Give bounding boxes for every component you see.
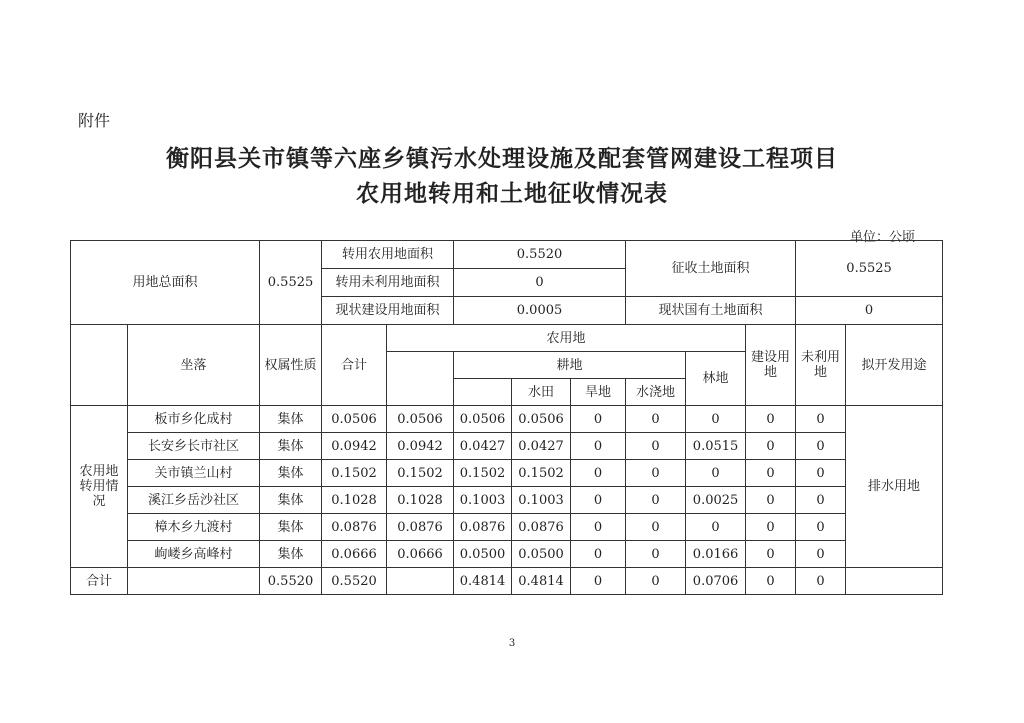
construction-cell: 0 xyxy=(746,433,796,460)
document-title-line1: 衡阳县关市镇等六座乡镇污水处理设施及配套管网建设工程项目 xyxy=(166,146,838,172)
forest-cell: 0.0515 xyxy=(686,433,746,460)
header-farmland: 农用地 xyxy=(387,325,746,352)
location-cell: 樟木乡九渡村 xyxy=(128,514,260,541)
unused-cell: 0 xyxy=(796,514,846,541)
irrigated-cell: 0 xyxy=(626,541,686,568)
ownership-cell: 集体 xyxy=(260,514,322,541)
table-row xyxy=(71,487,943,514)
location-cell: 溪江乡岳沙社区 xyxy=(128,487,260,514)
construction-cell: 0 xyxy=(746,406,796,433)
cultivated-cell: 0.0500 xyxy=(454,541,512,568)
expropriation-label: 征收土地面积 xyxy=(626,241,796,297)
farmland-conversion-value: 0.5520 xyxy=(454,241,626,269)
totals-irrigated: 0 xyxy=(626,568,686,595)
farmland-cell: 0.1502 xyxy=(387,460,454,487)
farmland-cell: 0.1028 xyxy=(387,487,454,514)
header-location: 坐落 xyxy=(128,325,260,406)
header-cultivated: 耕地 xyxy=(454,352,686,379)
totals-paddy: 0.4814 xyxy=(512,568,571,595)
totals-forest: 0.0706 xyxy=(686,568,746,595)
paddy-cell: 0.0506 xyxy=(512,406,571,433)
header-dry: 旱地 xyxy=(571,379,626,406)
land-use-table xyxy=(70,240,943,595)
header-paddy: 水田 xyxy=(512,379,571,406)
table-row xyxy=(71,514,943,541)
table-row xyxy=(71,433,943,460)
header-ownership: 权属性质 xyxy=(260,325,322,406)
totals-total: 0.5520 xyxy=(260,568,322,595)
table-row xyxy=(71,460,943,487)
location-cell: 长安乡长市社区 xyxy=(128,433,260,460)
section-label: 农用地转用情况 xyxy=(71,406,128,568)
total-cell: 0.0876 xyxy=(322,514,387,541)
totals-cultivated: 0.4814 xyxy=(454,568,512,595)
unused-conversion-value: 0 xyxy=(454,269,626,297)
cultivated-cell: 0.1502 xyxy=(454,460,512,487)
unit-label: 单位：公顷 xyxy=(850,230,916,245)
forest-cell: 0.0166 xyxy=(686,541,746,568)
unused-cell: 0 xyxy=(796,487,846,514)
farmland-conversion-label: 转用农用地面积 xyxy=(322,241,454,269)
farmland-cell: 0.0942 xyxy=(387,433,454,460)
farmland-cell: 0.0506 xyxy=(387,406,454,433)
farmland-cell: 0.0666 xyxy=(387,541,454,568)
header-irrigated: 水浇地 xyxy=(626,379,686,406)
header-planned-use: 拟开发用途 xyxy=(846,325,943,406)
cultivated-cell: 0.1003 xyxy=(454,487,512,514)
ownership-cell: 集体 xyxy=(260,487,322,514)
location-cell: 岣嵝乡高峰村 xyxy=(128,541,260,568)
totals-farmland: 0.5520 xyxy=(322,568,387,595)
total-area-label: 用地总面积 xyxy=(71,241,260,325)
total-cell: 0.0666 xyxy=(322,541,387,568)
page-number: 3 xyxy=(508,638,516,649)
totals-unused: 0 xyxy=(796,568,846,595)
dry-cell: 0 xyxy=(571,487,626,514)
construction-cell: 0 xyxy=(746,460,796,487)
irrigated-cell: 0 xyxy=(626,487,686,514)
paddy-cell: 0.0427 xyxy=(512,433,571,460)
unused-conversion-label: 转用未利用地面积 xyxy=(322,269,454,297)
cultivated-cell: 0.0876 xyxy=(454,514,512,541)
forest-cell: 0 xyxy=(686,460,746,487)
table-row xyxy=(71,541,943,568)
construction-area-label: 现状建设用地面积 xyxy=(322,297,454,325)
construction-area-value: 0.0005 xyxy=(454,297,626,325)
total-cell: 0.1028 xyxy=(322,487,387,514)
expropriation-value: 0.5525 xyxy=(796,241,943,297)
unused-cell: 0 xyxy=(796,460,846,487)
totals-row xyxy=(71,568,943,595)
total-cell: 0.0506 xyxy=(322,406,387,433)
dry-cell: 0 xyxy=(571,406,626,433)
totals-construction: 0 xyxy=(746,568,796,595)
paddy-cell: 0.0500 xyxy=(512,541,571,568)
attachment-label: 附件 xyxy=(78,111,111,130)
location-cell: 关市镇兰山村 xyxy=(128,460,260,487)
irrigated-cell: 0 xyxy=(626,433,686,460)
construction-cell: 0 xyxy=(746,514,796,541)
ownership-cell: 集体 xyxy=(260,541,322,568)
location-cell: 板市乡化成村 xyxy=(128,406,260,433)
totals-planned-use xyxy=(846,568,943,595)
paddy-cell: 0.1502 xyxy=(512,460,571,487)
header-forest: 林地 xyxy=(686,352,746,406)
table-row xyxy=(71,406,943,433)
header-unused: 未利用地 xyxy=(796,325,846,406)
cultivated-cell: 0.0506 xyxy=(454,406,512,433)
ownership-cell: 集体 xyxy=(260,460,322,487)
total-area-value: 0.5525 xyxy=(260,241,322,325)
header-total: 合计 xyxy=(322,325,387,406)
dry-cell: 0 xyxy=(571,541,626,568)
dry-cell: 0 xyxy=(571,460,626,487)
ownership-cell: 集体 xyxy=(260,406,322,433)
irrigated-cell: 0 xyxy=(626,514,686,541)
dry-cell: 0 xyxy=(571,433,626,460)
total-cell: 0.0942 xyxy=(322,433,387,460)
construction-cell: 0 xyxy=(746,487,796,514)
cultivated-cell: 0.0427 xyxy=(454,433,512,460)
paddy-cell: 0.1003 xyxy=(512,487,571,514)
total-cell: 0.1502 xyxy=(322,460,387,487)
forest-cell: 0 xyxy=(686,514,746,541)
farmland-cell: 0.0876 xyxy=(387,514,454,541)
unused-cell: 0 xyxy=(796,541,846,568)
state-land-value: 0 xyxy=(796,297,943,325)
document-title-line2: 农用地转用和土地征收情况表 xyxy=(356,181,668,207)
construction-cell: 0 xyxy=(746,541,796,568)
totals-label: 合计 xyxy=(71,568,128,595)
state-land-label: 现状国有土地面积 xyxy=(626,297,796,325)
dry-cell: 0 xyxy=(571,514,626,541)
header-construction: 建设用地 xyxy=(746,325,796,406)
unused-cell: 0 xyxy=(796,406,846,433)
totals-ownership xyxy=(128,568,260,595)
unused-cell: 0 xyxy=(796,433,846,460)
irrigated-cell: 0 xyxy=(626,406,686,433)
paddy-cell: 0.0876 xyxy=(512,514,571,541)
totals-dry: 0 xyxy=(571,568,626,595)
ownership-cell: 集体 xyxy=(260,433,322,460)
forest-cell: 0.0025 xyxy=(686,487,746,514)
planned-use-cell: 排水用地 xyxy=(846,406,943,568)
irrigated-cell: 0 xyxy=(626,460,686,487)
forest-cell: 0 xyxy=(686,406,746,433)
